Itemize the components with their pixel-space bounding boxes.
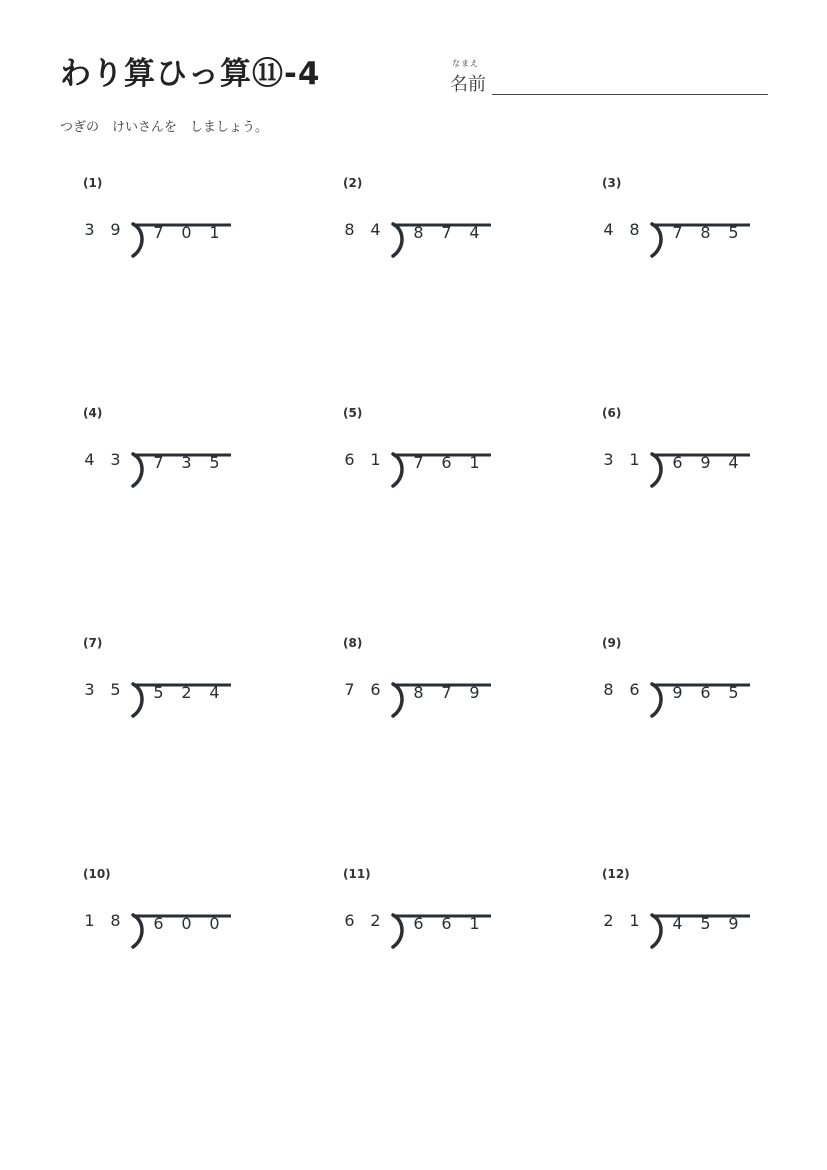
dividend [152, 914, 221, 933]
dividend [152, 453, 221, 472]
divisor-digit: 9 [110, 220, 121, 239]
divisor-digit: 2 [370, 911, 381, 930]
divisor-digit: 6 [629, 680, 640, 699]
dividend [671, 453, 740, 472]
problem-number: (10) [83, 867, 111, 881]
dividend-digit: 4 [672, 914, 683, 933]
dividend [671, 683, 740, 702]
dividend-digit: 9 [728, 914, 739, 933]
dividend-digit: 1 [469, 914, 480, 933]
dividend-digit: 9 [469, 683, 480, 702]
dividend [152, 223, 221, 242]
dividend-digit: 7 [441, 683, 452, 702]
dividend-digit: 6 [441, 914, 452, 933]
division-problem [602, 867, 802, 957]
divisor-digit: 6 [344, 911, 355, 930]
division-problem [602, 406, 802, 496]
name-ruby: なまえ [452, 59, 479, 68]
division-problem [343, 867, 543, 957]
divisor-digit: 1 [370, 450, 381, 469]
dividend-digit: 1 [209, 223, 220, 242]
problem-number: (11) [343, 867, 371, 881]
dividend-digit: 8 [413, 223, 424, 242]
dividend [412, 223, 481, 242]
divisor-digit: 7 [344, 680, 355, 699]
divisor [602, 220, 641, 239]
dividend-digit: 8 [700, 223, 711, 242]
problem-number: (3) [602, 176, 622, 190]
dividend-digit: 4 [469, 223, 480, 242]
dividend-digit: 5 [153, 683, 164, 702]
problem-number: (9) [602, 636, 622, 650]
divisor [83, 680, 122, 699]
divisor [602, 911, 641, 930]
dividend-digit: 5 [728, 223, 739, 242]
dividend-digit: 5 [700, 914, 711, 933]
divisor-digit: 4 [370, 220, 381, 239]
dividend-digit: 4 [728, 453, 739, 472]
division-problem [343, 636, 543, 726]
divisor [83, 911, 122, 930]
problem-number: (5) [343, 406, 363, 420]
divisor [83, 450, 122, 469]
division-problem [83, 406, 283, 496]
division-problem [602, 636, 802, 726]
dividend [412, 453, 481, 472]
dividend-digit: 0 [181, 914, 192, 933]
problem-number: (1) [83, 176, 103, 190]
divisor-digit: 3 [110, 450, 121, 469]
dividend-digit: 7 [413, 453, 424, 472]
dividend-digit: 7 [153, 223, 164, 242]
divisor-digit: 6 [370, 680, 381, 699]
name-field[interactable] [450, 58, 770, 98]
dividend-digit: 0 [209, 914, 220, 933]
divisor-digit: 1 [629, 450, 640, 469]
problem-number: (7) [83, 636, 103, 650]
dividend-digit: 0 [181, 223, 192, 242]
dividend-digit: 6 [413, 914, 424, 933]
divisor-digit: 8 [110, 911, 121, 930]
divisor [343, 220, 382, 239]
divisor-digit: 1 [84, 911, 95, 930]
problem-number: (8) [343, 636, 363, 650]
division-problem [83, 636, 283, 726]
division-problem [83, 176, 283, 266]
divisor-digit: 8 [344, 220, 355, 239]
problem-number: (12) [602, 867, 630, 881]
divisor-digit: 3 [84, 220, 95, 239]
divisor [83, 220, 122, 239]
division-problem [602, 176, 802, 266]
divisor-digit: 1 [629, 911, 640, 930]
worksheet-title: わり算ひっ算⑪-4 [60, 56, 321, 92]
problem-number: (4) [83, 406, 103, 420]
divisor [343, 450, 382, 469]
divisor [602, 450, 641, 469]
instruction-text: つぎの けいさんを しましょう。 [60, 120, 269, 135]
divisor-digit: 2 [603, 911, 614, 930]
problem-number: (6) [602, 406, 622, 420]
dividend-digit: 3 [181, 453, 192, 472]
problem-number: (2) [343, 176, 363, 190]
dividend-digit: 7 [672, 223, 683, 242]
divisor-digit: 4 [603, 220, 614, 239]
name-label: 名前 [450, 74, 486, 95]
dividend-digit: 4 [209, 683, 220, 702]
dividend [152, 683, 221, 702]
name-underline [492, 94, 768, 95]
dividend-digit: 9 [672, 683, 683, 702]
division-problem [83, 867, 283, 957]
dividend [412, 914, 481, 933]
divisor [602, 680, 641, 699]
dividend-digit: 6 [672, 453, 683, 472]
dividend-digit: 6 [441, 453, 452, 472]
dividend [671, 914, 740, 933]
dividend-digit: 9 [700, 453, 711, 472]
dividend-digit: 1 [469, 453, 480, 472]
division-problem [343, 406, 543, 496]
division-problem [343, 176, 543, 266]
divisor-digit: 6 [344, 450, 355, 469]
dividend-digit: 6 [153, 914, 164, 933]
dividend-digit: 7 [441, 223, 452, 242]
dividend-digit: 5 [728, 683, 739, 702]
divisor [343, 911, 382, 930]
divisor-digit: 8 [603, 680, 614, 699]
divisor-digit: 4 [84, 450, 95, 469]
dividend-digit: 7 [153, 453, 164, 472]
dividend-digit: 5 [209, 453, 220, 472]
divisor-digit: 3 [603, 450, 614, 469]
dividend-digit: 8 [413, 683, 424, 702]
dividend [671, 223, 740, 242]
divisor-digit: 3 [84, 680, 95, 699]
dividend-digit: 6 [700, 683, 711, 702]
divisor-digit: 5 [110, 680, 121, 699]
dividend [412, 683, 481, 702]
divisor [343, 680, 382, 699]
dividend-digit: 2 [181, 683, 192, 702]
divisor-digit: 8 [629, 220, 640, 239]
